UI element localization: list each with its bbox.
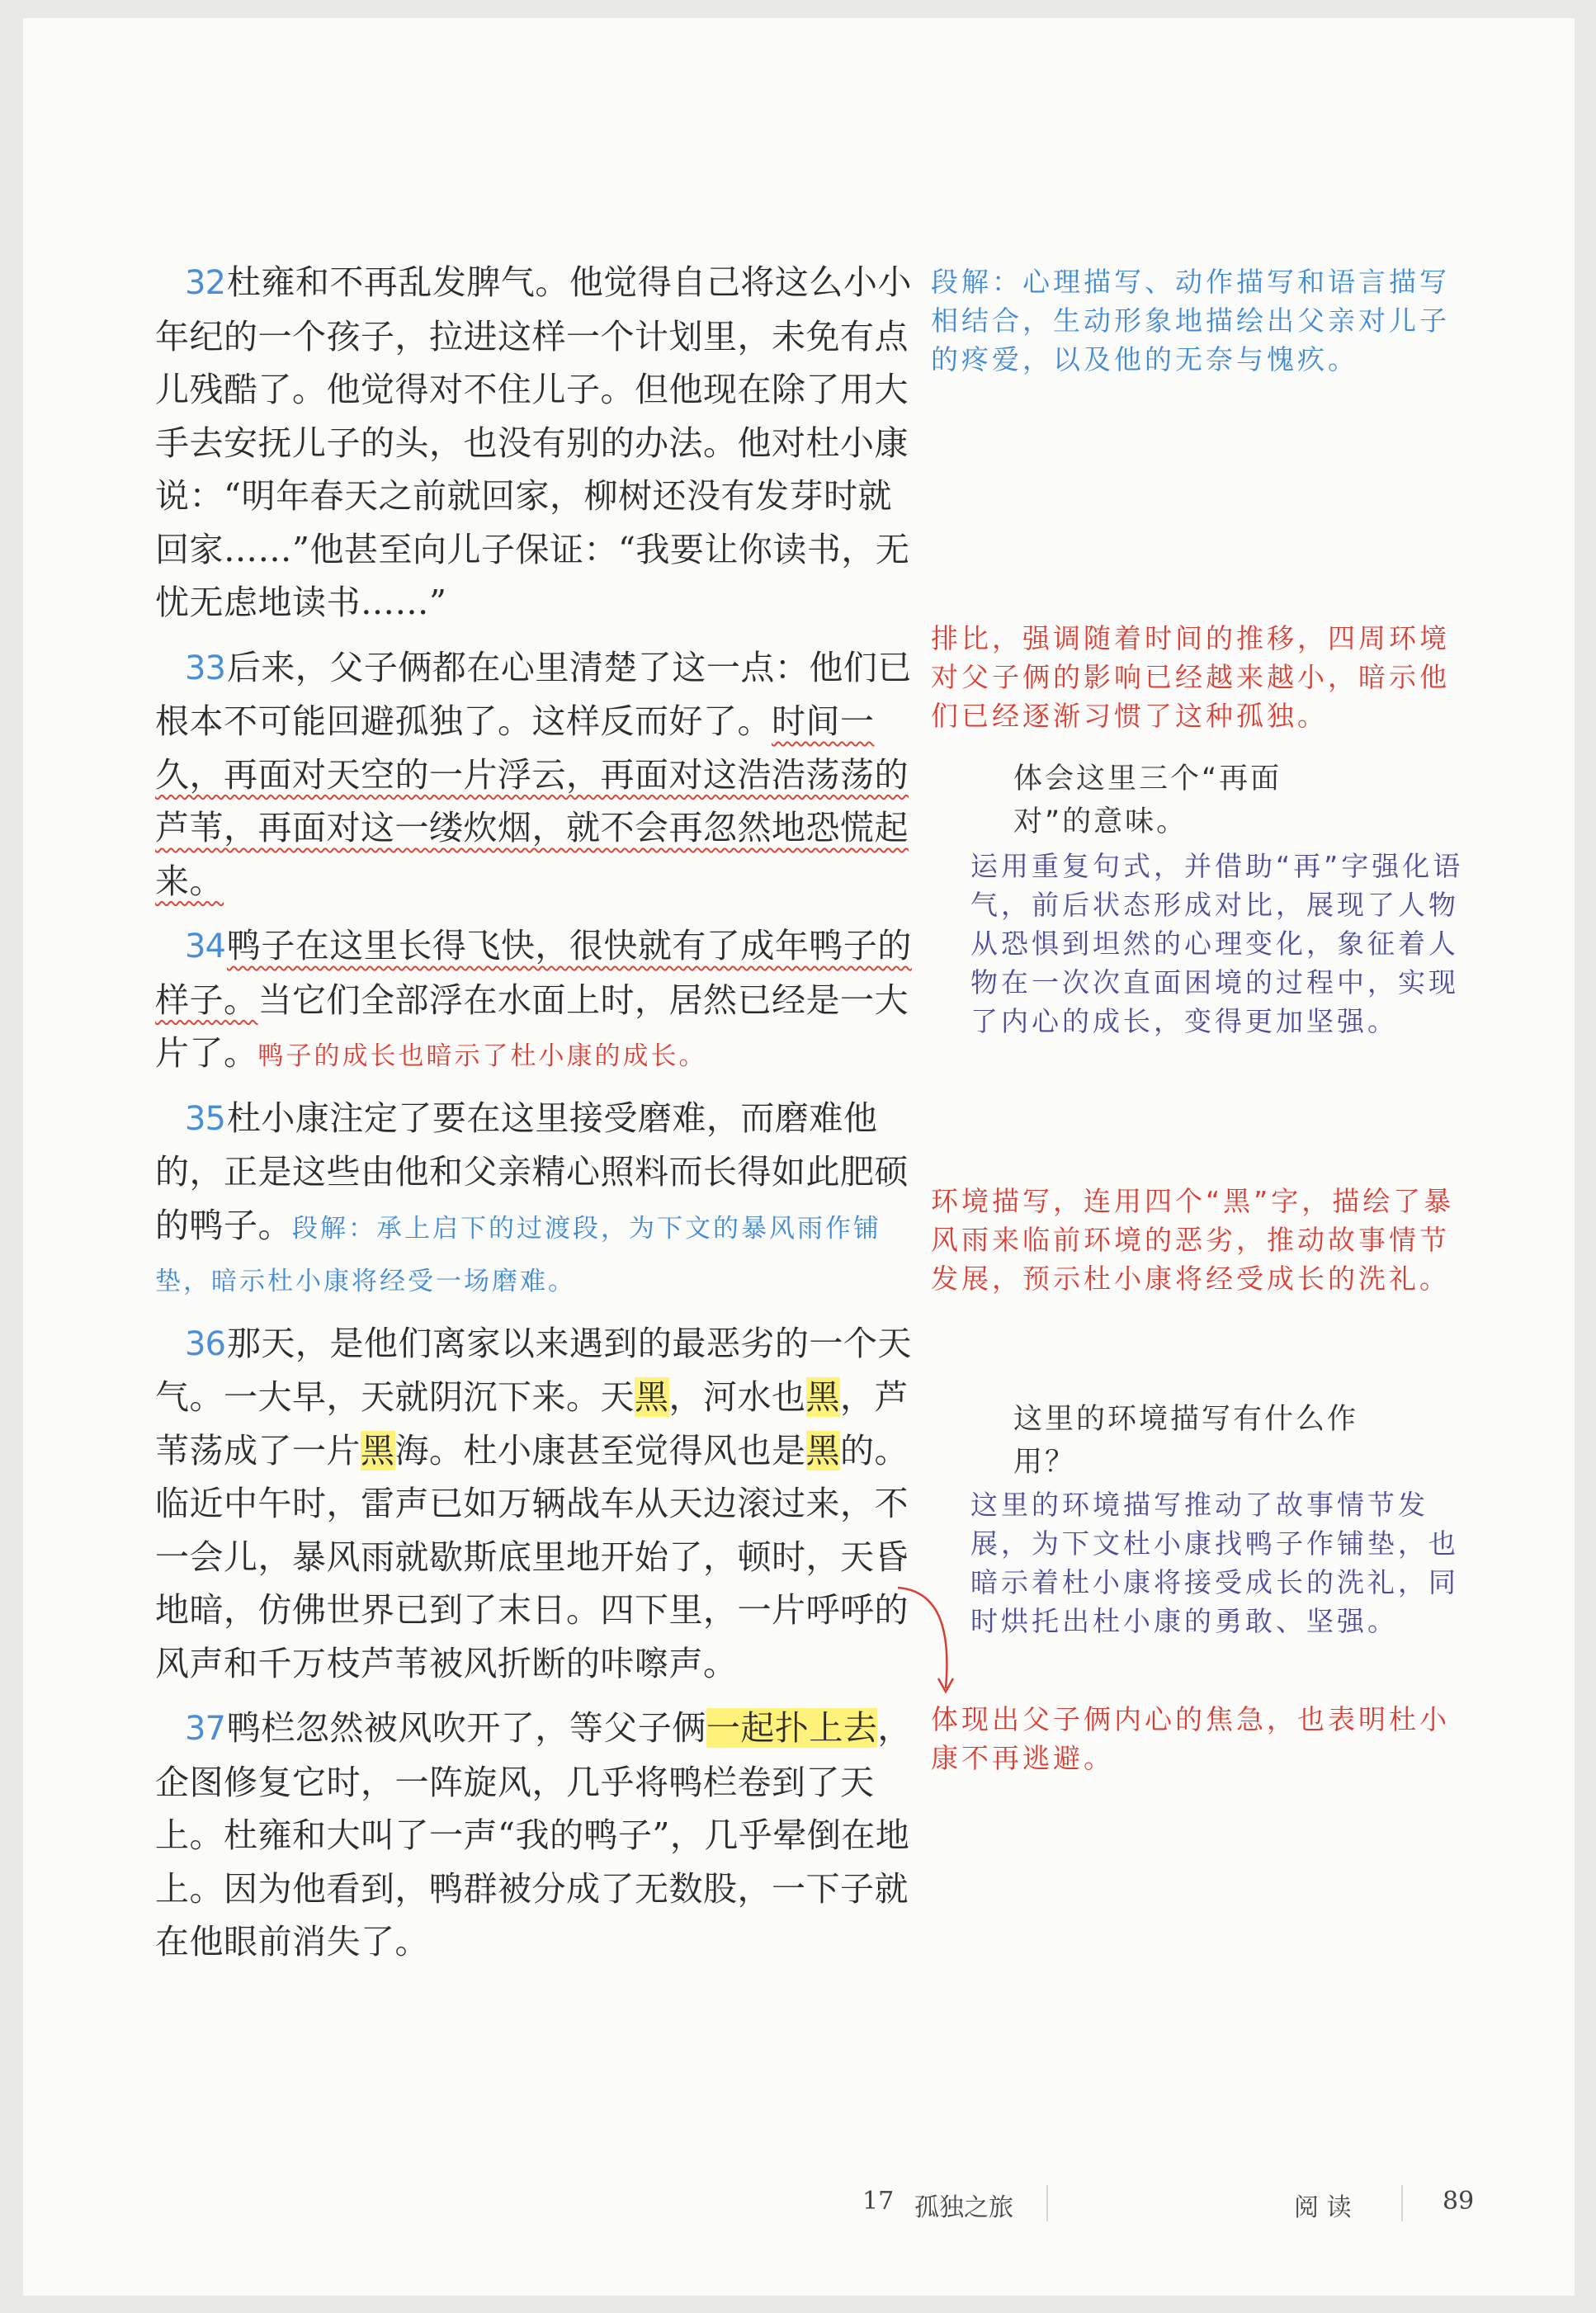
paragraph-text: 海。杜小康甚至觉得风也是	[394, 1430, 806, 1470]
main-text-column	[155, 256, 921, 1980]
paragraph-text: ，企图修复它时，一阵旋风，几乎将鸭栏卷到了天上。杜雍和大叫了一声“我的鸭子”，几乎晕倒在地上。因为他看到，鸭群被分成了无数股，一下子就在他眼前消失了。	[155, 1708, 912, 1961]
page-number: 89	[1443, 2187, 1475, 2216]
paragraph-number: 37	[185, 1710, 225, 1748]
paragraph-text: 当它们全部浮在水面上时，居然已经是一大片了。	[155, 979, 909, 1073]
paragraph-number: 34	[185, 928, 225, 965]
lesson-title: 孤独之旅	[914, 2193, 1013, 2222]
underlined-text: 时间一久，再面对天空的一片浮云，再面对这浩浩荡荡的芦苇，再面对这一缕炊烟，就不会再忽然地恐慌起来。	[155, 701, 909, 901]
curved-arrow	[891, 1583, 974, 1706]
paragraph-37	[155, 1702, 921, 1969]
side-note-37: 体现出父子俩内心的焦急，也表明杜小康不再逃避。	[931, 1703, 1450, 1774]
question-2: 这里的环境描写有什么作用？	[1013, 1403, 1359, 1479]
paragraph-34	[155, 919, 921, 1080]
paragraph-text: 鸭栏忽然被风吹开了，等父子俩	[226, 1708, 706, 1748]
inline-note: 鸭子的成长也暗示了杜小康的成长。	[257, 1041, 707, 1071]
paragraph-32	[155, 256, 921, 630]
side-note-36: 环境描写，连用四个“黑”字，描绘了暴风雨来临前环境的恶劣，推动故事情节发展，预示杜小康将经受成长的洗礼。	[931, 1185, 1455, 1295]
paragraph-text: 那天，是他们离家以来遇到的最恶劣的一个天气。一大早，天就阴沉下来。天	[155, 1323, 912, 1417]
section-label: 阅 读	[1294, 2193, 1352, 2222]
footer-divider	[1401, 2185, 1403, 2221]
highlighted-text: 黑	[361, 1430, 395, 1470]
highlighted-text: 黑	[635, 1377, 669, 1417]
highlighted-text: 黑	[805, 1377, 840, 1417]
side-note-33: 排比，强调随着时间的推移，四周环境对父子俩的影响已经越来越小，暗示他们已经逐渐习惯了这种孤独。	[931, 622, 1450, 732]
paragraph-text: 杜小康注定了要在这里接受磨难，而磨难他的，正是这些由他和父亲精心照料而长得如此肥硕的鸭子。	[155, 1097, 909, 1245]
paragraph-text: ，河水也	[668, 1377, 806, 1417]
paragraph-number: 35	[185, 1099, 225, 1138]
highlighted-text: 一起扑上去	[706, 1708, 878, 1748]
footer-divider	[1046, 2185, 1048, 2221]
question-1: 体会这里三个“再面对”的意味。	[1013, 762, 1282, 838]
paragraph-number: 36	[185, 1324, 225, 1363]
answer-2: 这里的环境描写推动了故事情节发展，为下文杜小康找鸭子作铺垫，也暗示着杜小康将接受成长的洗礼，同时烘托出杜小康的勇敢、坚强。	[970, 1489, 1459, 1637]
answer-1: 运用重复句式，并借助“再”字强化语气，前后状态形成对比，展现了人物从恐惧到坦然的心理变化，象征着人物在一次次直面困境的过程中，实现了内心的成长，变得更加坚强。	[970, 850, 1464, 1037]
paragraph-33	[155, 641, 921, 909]
paragraph-number: 32	[185, 264, 225, 302]
paragraph-35	[155, 1092, 921, 1305]
side-note-32: 段解：心理描写、动作描写和语言描写相结合，生动形象地描绘出父亲对儿子的疼爱，以及他的无奈与愧疚。	[931, 266, 1450, 375]
underlined-text: 鸭子在这里长得飞快，很快就有了成年鸭子的样子。	[155, 926, 912, 1020]
lesson-number: 17	[862, 2187, 895, 2216]
paragraph-text: 杜雍和不再乱发脾气。他觉得自己将这么小小年纪的一个孩子，拉进这样一个计划里，未免有点儿残酷了。他觉得对不住儿子。但他现在除了用大手去安抚儿子的头，也没有别的办法。他对杜小康说：“明年春天之前就回家，柳树还没有发芽时就回家……”他甚至向儿子保证：“我要让你读书，无忧无虑地读书……”	[155, 262, 912, 622]
highlighted-text: 黑	[805, 1430, 840, 1470]
paragraph-text: ，芦苇荡成了一片	[155, 1377, 909, 1470]
paragraph-text: 后来，父子俩都在心里清楚了这一点：他们已根本不可能回避孤独了。这样反而好了。	[155, 647, 912, 741]
paragraph-text: 的。临近中午时，雷声已如万辆战车从天边滚过来，不一会儿，暴风雨就歇斯底里地开始了，顿时，天昏地暗，仿佛世界已到了末日。四下里，一片呼呼的风声和千万枝芦苇被风折断的咔嚓声。	[155, 1430, 909, 1683]
paragraph-number: 33	[185, 649, 225, 687]
paragraph-36	[155, 1317, 921, 1691]
inline-note: 段解：承上启下的过渡段，为下文的暴风雨作铺垫，暗示杜小康将经受一场磨难。	[155, 1213, 881, 1296]
